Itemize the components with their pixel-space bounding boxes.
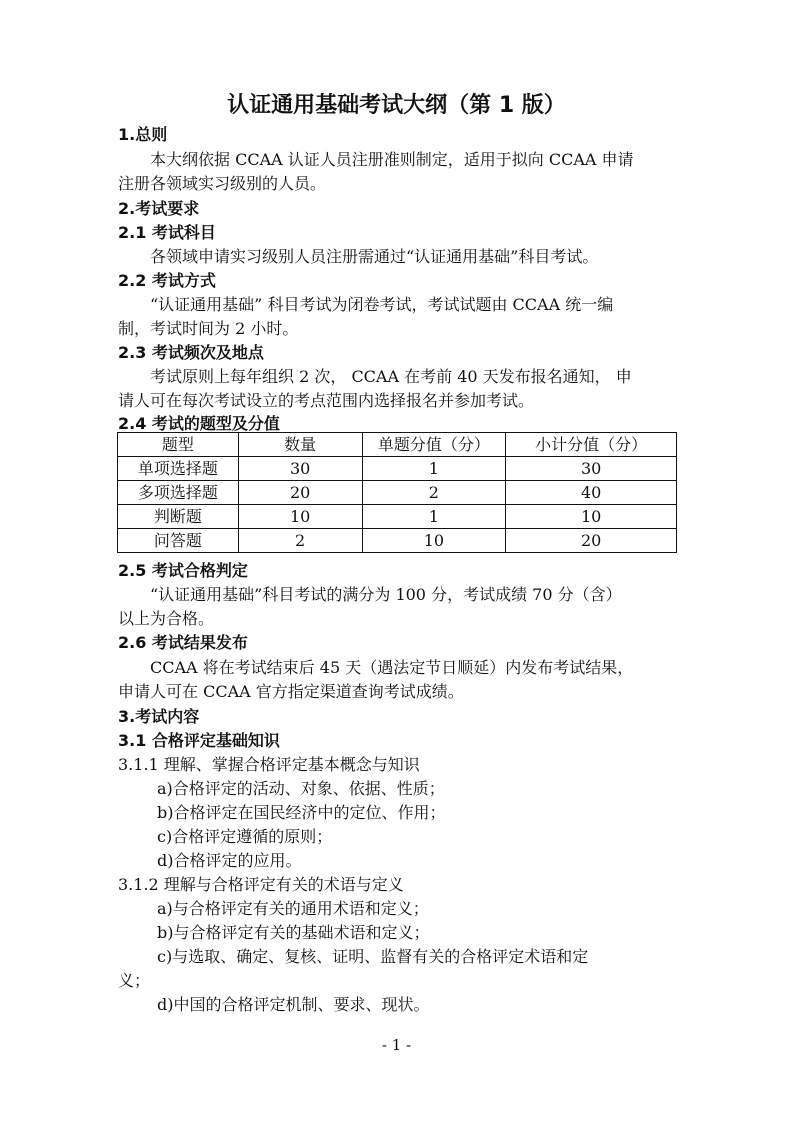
section-2-5-para-line-1: “认证通用基础”科目考试的满分为 100 分，考试成绩 70 分（含） <box>150 585 622 604</box>
section-3-heading: 3.考试内容 <box>118 707 200 726</box>
subsection-3-1-1-heading: 3.1.1 理解、掌握合格评定基本概念与知识 <box>118 755 420 774</box>
section-2-5-para-line-2: 以上为合格。 <box>118 609 215 628</box>
table-row <box>118 529 677 553</box>
table-cell: 单项选择题 <box>118 457 239 481</box>
list-item: b)与合格评定有关的基础术语和定义； <box>157 923 430 942</box>
table-row <box>118 481 677 505</box>
score-table <box>117 432 677 553</box>
table-header-cell: 数量 <box>238 433 362 457</box>
list-item: c)合格评定遵循的原则； <box>157 827 333 846</box>
table-cell: 20 <box>238 481 362 505</box>
section-2-6-heading: 2.6 考试结果发布 <box>118 633 248 652</box>
table-row <box>118 457 677 481</box>
table-cell: 40 <box>506 481 677 505</box>
section-2-6-para-line-1: CCAA 将在考试结束后 45 天（遇法定节日顺延）内发布考试结果， <box>150 658 634 677</box>
section-2-5-heading: 2.5 考试合格判定 <box>118 561 248 580</box>
table-header-row <box>118 433 677 457</box>
table-cell: 10 <box>238 505 362 529</box>
table-header-cell: 题型 <box>118 433 239 457</box>
section-2-heading: 2.考试要求 <box>118 199 200 218</box>
table-cell: 2 <box>362 481 506 505</box>
table-header-cell: 小计分值（分） <box>506 433 677 457</box>
subsection-3-1-2-heading: 3.1.2 理解与合格评定有关的术语与定义 <box>118 875 404 894</box>
section-2-3-para-line-1: 考试原则上每年组织 2 次， CCAA 在考前 40 天发布报名通知， 申 <box>150 367 632 386</box>
table-cell: 1 <box>362 457 506 481</box>
section-2-1-para: 各领域申请实习级别人员注册需通过“认证通用基础”科目考试。 <box>150 247 599 266</box>
list-item: a)与合格评定有关的通用术语和定义； <box>157 899 429 918</box>
section-1-para-line-1: 本大纲依据 CCAA 认证人员注册准则制定，适用于拟向 CCAA 申请 <box>150 150 634 169</box>
section-3-1-heading: 3.1 合格评定基础知识 <box>118 731 280 750</box>
table-cell: 10 <box>362 529 506 553</box>
section-2-3-para-line-2: 请人可在每次考试设立的考点范围内选择报名并参加考试。 <box>118 391 535 410</box>
table-cell: 10 <box>506 505 677 529</box>
table-cell: 30 <box>506 457 677 481</box>
list-item: a)合格评定的活动、对象、依据、性质； <box>157 779 445 798</box>
table-cell: 1 <box>362 505 506 529</box>
list-item: c)与选取、确定、复核、证明、监督有关的合格评定术语和定 <box>157 947 589 966</box>
table-row <box>118 505 677 529</box>
table-cell: 2 <box>238 529 362 553</box>
table-cell: 30 <box>238 457 362 481</box>
page-number: - 1 - <box>381 1036 412 1054</box>
section-2-6-para-line-2: 申请人可在 CCAA 官方指定渠道查询考试成绩。 <box>118 682 464 701</box>
list-item-continuation: 义； <box>118 971 151 990</box>
table-header-cell: 单题分值（分） <box>362 433 506 457</box>
section-2-4-heading: 2.4 考试的题型及分值 <box>118 414 280 433</box>
section-1-heading: 1.总则 <box>118 125 168 144</box>
table-cell: 多项选择题 <box>118 481 239 505</box>
list-item: b)合格评定在国民经济中的定位、作用； <box>157 803 446 822</box>
table-cell: 20 <box>506 529 677 553</box>
table-cell: 问答题 <box>118 529 239 553</box>
section-2-2-para-line-2: 制，考试时间为 2 小时。 <box>118 319 299 338</box>
section-2-2-heading: 2.2 考试方式 <box>118 271 216 290</box>
list-item: d)中国的合格评定机制、要求、现状。 <box>157 995 430 1014</box>
table-cell: 判断题 <box>118 505 239 529</box>
list-item: d)合格评定的应用。 <box>157 851 302 870</box>
section-2-1-heading: 2.1 考试科目 <box>118 223 216 242</box>
section-2-3-heading: 2.3 考试频次及地点 <box>118 343 264 362</box>
section-2-2-para-line-1: “认证通用基础” 科目考试为闭卷考试，考试试题由 CCAA 统一编 <box>150 295 614 314</box>
section-1-para-line-2: 注册各领域实习级别的人员。 <box>118 174 327 193</box>
document-title: 认证通用基础考试大纲（第 1 版） <box>227 93 566 118</box>
